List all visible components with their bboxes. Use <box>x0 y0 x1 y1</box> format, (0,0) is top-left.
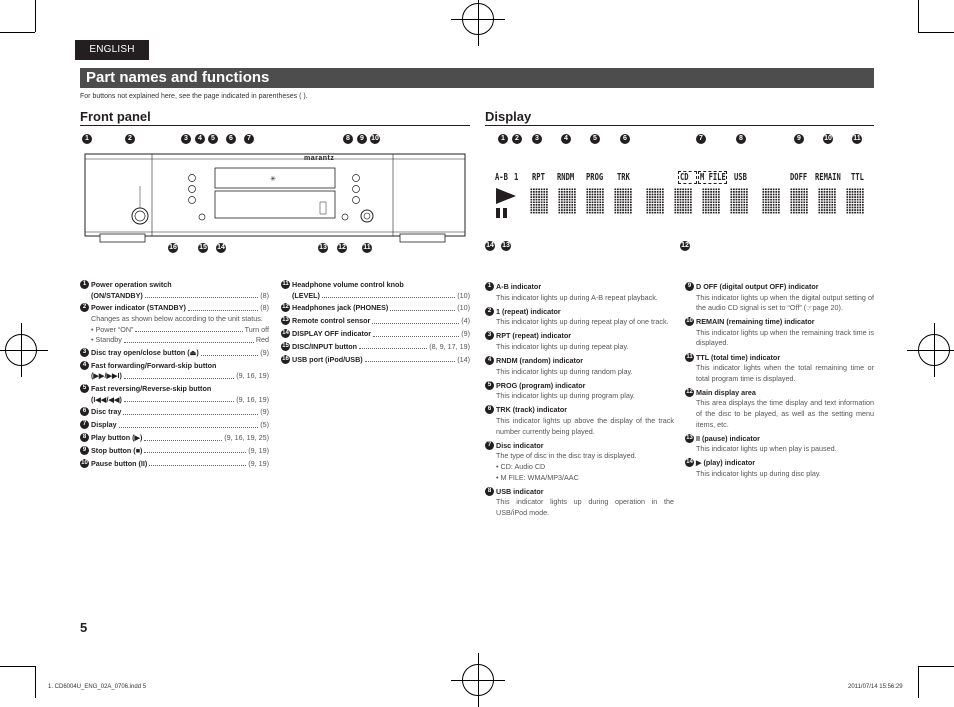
segment-remain: REMAIN <box>815 172 841 183</box>
registration-mark <box>5 334 37 366</box>
item-number: 3 <box>80 348 89 357</box>
display-list-right <box>685 282 874 483</box>
item-number: 10 <box>686 318 693 325</box>
leader-dots <box>144 446 246 454</box>
item-title <box>496 487 674 498</box>
page-ref: (9, 16, 19, 25) <box>224 433 269 443</box>
dot-matrix-cell <box>790 188 808 214</box>
brand-logo: marantz <box>304 155 335 162</box>
list-item <box>281 303 470 314</box>
item-bullet: • CD: Audio CD <box>496 461 546 471</box>
item-number: 13 <box>282 317 289 324</box>
leader-dots <box>201 348 258 356</box>
segment-trk: TRK <box>617 172 630 183</box>
item-title <box>696 317 874 328</box>
callout-number: 15 <box>199 244 207 251</box>
list-item <box>685 434 874 455</box>
registration-mark <box>462 3 494 35</box>
crop-mark <box>35 0 36 32</box>
list-item <box>281 329 470 340</box>
callout-number: 11 <box>363 244 371 251</box>
segment-one: 1 <box>514 172 519 183</box>
item-title <box>292 303 470 314</box>
leader-dots <box>124 371 234 379</box>
status-value: Turn off <box>244 324 269 334</box>
item-label: RPT (repeat) indicator <box>496 331 572 341</box>
list-item <box>685 317 874 349</box>
item-label: DISPLAY OFF indicator <box>292 328 372 338</box>
item-description: This indicator lights up during operation in the USB/iPod mode. <box>496 497 674 517</box>
section-rule <box>80 125 470 126</box>
page-ref: (9, 16, 19) <box>236 371 269 381</box>
item-title <box>496 441 674 452</box>
item-label: DISC/INPUT button <box>292 341 358 351</box>
item-label: USB indicator <box>496 486 544 496</box>
front-panel-heading: Front panel <box>80 109 151 124</box>
callout-number: 7 <box>244 134 254 144</box>
item-label: Stop button (■) <box>91 445 143 455</box>
leader-dots <box>135 325 242 333</box>
leader-dots <box>123 407 258 415</box>
item-label: Main display area <box>696 387 756 397</box>
callout-number: 16 <box>169 244 177 251</box>
pause-indicator-icon <box>496 208 500 218</box>
front-panel-illustration <box>80 146 470 246</box>
item-title <box>696 458 874 469</box>
item-title <box>91 433 269 444</box>
list-item <box>685 458 874 479</box>
callout-number: 13 <box>502 242 510 249</box>
callout-number: 1 <box>82 134 92 144</box>
display-list-left <box>485 282 674 522</box>
item-title <box>496 282 674 293</box>
item-number: 14 <box>282 329 289 336</box>
item-label: REMAIN (remaining time) indicator <box>696 317 815 327</box>
leader-dots <box>390 303 455 311</box>
item-title <box>292 280 470 291</box>
item-label: (ON/STANDBY) <box>91 290 143 300</box>
callout-number: 4 <box>561 134 571 144</box>
list-item <box>281 280 470 301</box>
callout-number: 3 <box>532 134 542 144</box>
play-pause-indicator-illustration <box>492 186 522 220</box>
item-title <box>91 280 269 291</box>
callout-number: 14 <box>217 244 225 251</box>
item-title <box>292 316 470 327</box>
dot-matrix-cell <box>674 188 692 214</box>
item-label: Play button (▶) <box>91 433 143 443</box>
item-description: The type of disc in the disc tray is displayed. <box>496 451 637 461</box>
item-label: (LEVEL) <box>292 290 320 300</box>
front-panel-list-left <box>80 280 269 471</box>
item-title <box>91 446 269 457</box>
play-indicator-icon <box>496 188 516 204</box>
callout-number: 6 <box>226 134 236 144</box>
list-item <box>485 356 674 377</box>
item-number: 7 <box>485 441 494 450</box>
callout-number: 11 <box>853 135 861 142</box>
crop-mark <box>0 32 35 33</box>
crop-mark <box>918 666 919 698</box>
page-ref: (9) <box>461 328 470 338</box>
page-ref: (9, 19) <box>248 458 269 468</box>
callout-number: 5 <box>590 134 600 144</box>
svg-text:✳: ✳ <box>270 175 276 183</box>
leader-dots <box>144 433 222 441</box>
list-item <box>485 487 674 519</box>
status-value: Red <box>255 335 269 345</box>
page-title: Part names and functions <box>80 68 874 88</box>
crop-mark <box>35 666 36 698</box>
item-label: Headphones jack (PHONES) <box>292 303 389 313</box>
list-item <box>80 459 269 470</box>
page-ref: (9) <box>260 347 269 357</box>
list-item <box>685 353 874 385</box>
list-item <box>485 381 674 402</box>
callout-number: 10 <box>824 135 832 142</box>
dot-matrix-cell <box>586 188 604 214</box>
item-number: 16 <box>282 355 289 362</box>
page-ref: (14) <box>457 354 470 364</box>
list-item <box>80 384 269 405</box>
list-item <box>485 405 674 437</box>
item-number: 9 <box>685 282 694 291</box>
item-number: 6 <box>80 407 89 416</box>
segment-mfile: M FILE <box>700 172 726 183</box>
item-number: 8 <box>485 487 494 496</box>
callout-number: 12 <box>338 244 346 251</box>
item-number: 2 <box>485 307 494 316</box>
page-ref: (9) <box>260 407 269 417</box>
page-ref: (9, 19) <box>248 445 269 455</box>
item-number: 11 <box>686 353 693 360</box>
item-description: Changes as shown below according to the unit status. <box>91 313 263 323</box>
item-number: 10 <box>81 459 88 466</box>
dot-matrix-cell <box>762 188 780 214</box>
item-description: This indicator lights up during random play. <box>496 366 633 376</box>
item-label: II (pause) indicator <box>696 433 760 443</box>
item-label: PROG (program) indicator <box>496 380 586 390</box>
segment-usb: USB <box>734 172 747 183</box>
item-description: This indicator lights up when play is paused. <box>696 444 837 454</box>
item-description: This indicator lights up during disc play. <box>696 469 821 478</box>
dot-matrix-cell <box>702 188 720 214</box>
footer-file-slug: 1. CD6004U_ENG_02A_0706.indd 5 <box>48 684 147 690</box>
dot-matrix-cell <box>558 188 576 214</box>
callout-number: 2 <box>512 134 522 144</box>
page-ref: (8) <box>260 303 269 313</box>
item-number: 12 <box>282 304 289 311</box>
list-item <box>80 280 269 301</box>
item-label: Disc tray <box>91 407 122 417</box>
crop-mark <box>918 32 954 33</box>
list-item <box>80 433 269 444</box>
list-item <box>485 282 674 303</box>
page-ref: (10) <box>457 290 470 300</box>
item-number: 13 <box>686 434 693 441</box>
item-title <box>91 361 269 372</box>
item-number: 4 <box>80 361 89 370</box>
item-title <box>496 381 674 392</box>
item-description: This indicator lights up during A-B repeat playback. <box>496 292 658 302</box>
item-number: 14 <box>686 459 693 466</box>
item-title <box>496 307 674 318</box>
language-tab: ENGLISH <box>75 40 149 60</box>
item-label: Power indicator (STANDBY) <box>91 303 186 313</box>
item-number: 1 <box>485 282 494 291</box>
crop-mark <box>918 0 919 32</box>
item-description: This indicator lights up above the display of the track number currently being played. <box>496 416 674 436</box>
page-ref: (10) <box>457 303 470 313</box>
item-title <box>292 291 470 302</box>
status-row <box>91 335 269 346</box>
item-title <box>496 405 674 416</box>
page-ref: (9, 16, 19) <box>236 394 269 404</box>
crop-mark <box>0 666 35 667</box>
registration-mark <box>918 334 950 366</box>
callout-number: 7 <box>696 134 706 144</box>
item-number: 7 <box>80 420 89 429</box>
item-label: Fast reversing/Reverse-skip button <box>91 384 212 394</box>
list-item <box>685 388 874 430</box>
list-item <box>80 420 269 431</box>
status-label: • Power “ON” <box>91 324 134 334</box>
list-item <box>485 441 674 483</box>
leader-dots <box>149 459 246 467</box>
callout-number: 3 <box>181 134 191 144</box>
page-ref: (8) <box>260 290 269 300</box>
item-title <box>91 348 269 359</box>
item-description: This indicator lights up during program play. <box>496 391 635 401</box>
leader-dots <box>372 316 459 324</box>
segment-cd: CD <box>680 172 689 183</box>
list-item <box>80 407 269 418</box>
crop-mark <box>918 666 954 667</box>
segment-ttl: TTL <box>851 172 864 183</box>
list-item <box>281 342 470 353</box>
list-item <box>80 361 269 382</box>
item-label: TTL (total time) indicator <box>696 352 781 362</box>
leader-dots <box>145 291 258 299</box>
item-number: 5 <box>485 381 494 390</box>
item-label: Fast forwarding/Forward-skip button <box>91 360 217 370</box>
status-label: • Standby <box>91 335 122 345</box>
item-label: USB port (iPod/USB) <box>292 354 363 364</box>
dot-matrix-cell <box>530 188 548 214</box>
list-item <box>80 446 269 457</box>
item-label: Display <box>91 420 117 430</box>
item-title <box>91 420 269 431</box>
item-description: This indicator lights when the total remaining time or total program time is displayed. <box>696 363 874 383</box>
item-label: Disc tray open/close button (⏏) <box>91 347 199 357</box>
item-title <box>91 291 269 302</box>
callout-number: 13 <box>319 244 327 251</box>
item-number: 12 <box>686 388 693 395</box>
item-description: This indicator lights up when the digital output setting of the audio CD signal is set to “Off” (☞page 20). <box>696 292 874 313</box>
item-title <box>696 434 874 445</box>
page-ref: (5) <box>260 420 269 430</box>
item-label: 1 (repeat) indicator <box>496 306 561 316</box>
item-label: ▶ (play) indicator <box>696 458 756 468</box>
item-bullet: • M FILE: WMA/MP3/AAC <box>496 472 579 482</box>
item-title <box>696 388 874 399</box>
dot-matrix-cell <box>614 188 632 214</box>
item-title <box>496 356 674 367</box>
list-item <box>80 348 269 359</box>
callout-number: 12 <box>681 242 689 249</box>
item-number: 15 <box>282 342 289 349</box>
intro-text: For buttons not explained here, see the page indicated in parentheses ( ). <box>80 93 308 100</box>
segment-rndm: RNDM <box>557 172 575 183</box>
footer-timestamp: 2011/07/14 15:56:29 <box>848 684 903 690</box>
item-title <box>91 459 269 470</box>
item-label: Headphone volume control knob <box>292 280 404 289</box>
item-description: This indicator lights up during repeat play of one track. <box>496 317 669 327</box>
front-panel-list-right <box>281 280 470 367</box>
item-number: 3 <box>485 331 494 340</box>
callout-number: 6 <box>620 134 630 144</box>
callout-number: 9 <box>357 134 367 144</box>
page-ref: (4) <box>461 316 470 326</box>
leader-dots <box>124 395 234 403</box>
item-description: This indicator lights up during repeat play. <box>496 341 629 351</box>
item-number: 5 <box>80 384 89 393</box>
leader-dots <box>373 329 459 337</box>
item-label: Disc indicator <box>496 440 544 450</box>
segment-ab: A-B <box>495 172 508 183</box>
item-title <box>696 353 874 364</box>
item-label: RNDM (random) indicator <box>496 356 584 366</box>
leader-dots <box>119 420 259 428</box>
item-title <box>292 329 470 340</box>
segment-rpt: RPT <box>532 172 545 183</box>
list-item <box>685 282 874 314</box>
item-label: (I◀◀/◀◀) <box>91 394 122 404</box>
item-title <box>292 342 470 353</box>
callout-number: 9 <box>794 134 804 144</box>
list-item <box>281 316 470 327</box>
item-title <box>696 282 874 293</box>
callout-number: 8 <box>736 134 746 144</box>
segment-prog: PROG <box>586 172 604 183</box>
callout-number: 8 <box>343 134 353 144</box>
leader-dots <box>188 303 258 311</box>
item-title <box>91 407 269 418</box>
item-label: D OFF (digital output OFF) indicator <box>696 282 819 291</box>
leader-dots <box>365 355 456 363</box>
item-label: Power operation switch <box>91 280 172 289</box>
callout-number: 14 <box>486 242 494 249</box>
item-description: This indicator lights up when the remaining track time is displayed. <box>696 327 874 348</box>
callout-number: 1 <box>498 134 508 144</box>
callout-number: 5 <box>208 134 218 144</box>
list-item <box>281 355 470 366</box>
section-rule <box>485 125 874 126</box>
registration-mark <box>462 664 494 696</box>
item-title <box>496 331 674 342</box>
status-row <box>91 325 269 336</box>
item-number: 6 <box>485 405 494 414</box>
item-number: 2 <box>80 303 89 312</box>
list-item <box>485 331 674 352</box>
leader-dots <box>322 291 455 299</box>
page-ref: (8, 9, 17, 19) <box>429 341 470 351</box>
leader-dots <box>359 342 427 350</box>
callout-number: 10 <box>371 135 379 142</box>
item-number: 4 <box>485 356 494 365</box>
callout-number: 4 <box>195 134 205 144</box>
callout-number: 2 <box>125 134 135 144</box>
item-title <box>91 371 269 382</box>
item-number: 9 <box>80 446 89 455</box>
page-number: 5 <box>80 620 88 635</box>
item-number: 1 <box>80 280 89 289</box>
item-number: 8 <box>80 433 89 442</box>
display-heading: Display <box>485 109 532 124</box>
item-title <box>91 395 269 406</box>
list-item <box>80 303 269 345</box>
dot-matrix-cell <box>818 188 836 214</box>
leader-dots <box>124 335 254 343</box>
dot-matrix-cell <box>646 188 664 214</box>
item-label: TRK (track) indicator <box>496 405 568 415</box>
item-label: A-B indicator <box>496 282 542 291</box>
segment-doff: DOFF <box>790 172 808 183</box>
dot-matrix-cell <box>730 188 748 214</box>
list-item <box>485 307 674 328</box>
item-description: This area displays the time display and text information of the disc to be played, as well as the setting menu items, etc. <box>696 398 874 429</box>
item-label: Remote control sensor <box>292 316 371 326</box>
item-title <box>91 303 269 314</box>
item-title <box>91 384 269 395</box>
item-number: 11 <box>282 281 289 287</box>
dot-matrix-cell <box>846 188 864 214</box>
item-title <box>292 355 470 366</box>
item-label: Pause button (II) <box>91 458 148 468</box>
item-label: (▶▶/▶▶I) <box>91 371 122 381</box>
